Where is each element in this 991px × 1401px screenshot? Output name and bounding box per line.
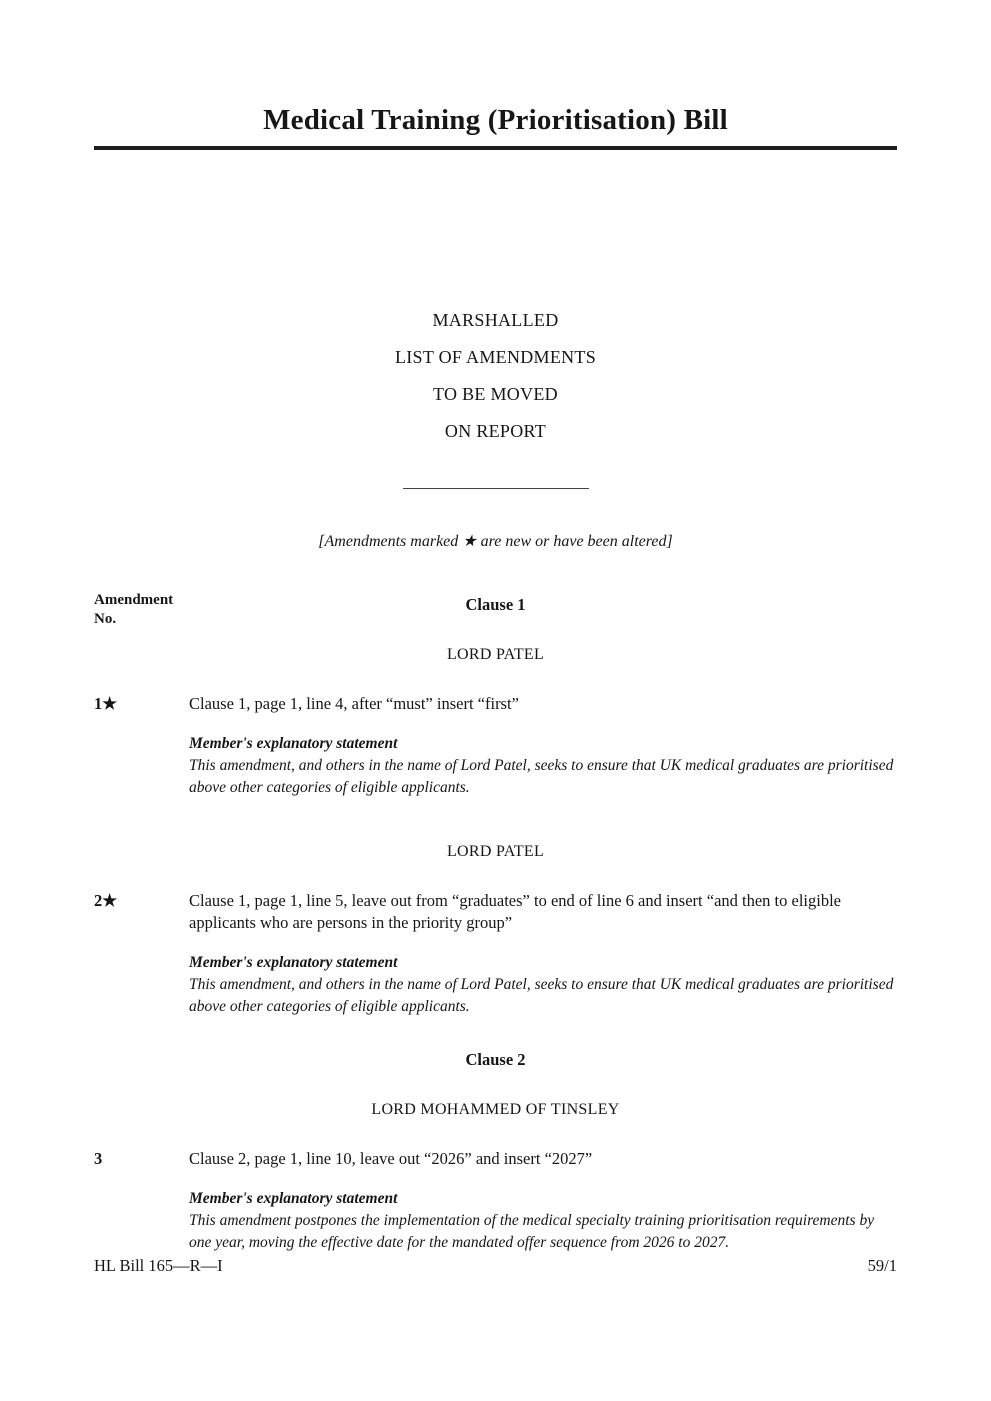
explanatory-statement: [189, 733, 897, 799]
page-footer: [94, 1256, 897, 1276]
header-line-on-report: ON REPORT: [444, 421, 547, 441]
header-block: [94, 302, 897, 450]
section-divider: [403, 488, 589, 489]
sponsor-name: LORD PATEL: [446, 646, 545, 663]
header-line-list-of-amendments: LIST OF AMENDMENTS: [394, 347, 597, 367]
explanatory-heading: Member's explanatory statement: [189, 954, 398, 971]
amendment-text: Clause 2, page 1, line 10, leave out “2026” and insert “2027”: [189, 1149, 593, 1168]
amendment-text: Clause 1, page 1, line 5, leave out from “graduates” to end of line 6 and insert “and then to eligible applicants who are persons in the priority group”: [189, 891, 841, 932]
footer-bill-number: HL Bill 165—R—I: [94, 1256, 223, 1275]
clause-heading: Clause 1: [465, 595, 526, 614]
header-line-to-be-moved: TO BE MOVED: [433, 384, 558, 404]
amendment-number: 1★: [94, 694, 118, 713]
explanatory-statement: [189, 1188, 897, 1254]
amendment-no-label: Amendment No.: [94, 592, 174, 627]
explanatory-heading: Member's explanatory statement: [189, 735, 398, 752]
sponsor-name: LORD PATEL: [446, 843, 545, 860]
clause-heading: Clause 2: [465, 1050, 526, 1069]
amendment-3: [94, 1148, 897, 1170]
amendments-note: [Amendments marked ★ are new or have been altered]: [318, 533, 673, 550]
explanatory-text: This amendment, and others in the name of Lord Patel, seeks to ensure that UK medical graduates are prioritised above other categories of eligible applicants.: [189, 757, 894, 796]
explanatory-text: This amendment, and others in the name of Lord Patel, seeks to ensure that UK medical graduates are prioritised above other categories of eligible applicants.: [189, 976, 894, 1015]
clause-1-heading-row: [94, 592, 897, 627]
sponsor-name: LORD MOHAMMED OF TINSLEY: [371, 1101, 620, 1118]
explanatory-statement: [189, 952, 897, 1018]
clause-2-heading-row: [94, 1050, 897, 1070]
page-content: [0, 104, 991, 1254]
explanatory-heading: Member's explanatory statement: [189, 1190, 398, 1207]
amendment-1: [94, 693, 897, 715]
amendment-text: Clause 1, page 1, line 4, after “must” insert “first”: [189, 694, 519, 713]
amendment-2: [94, 890, 897, 934]
amendment-number: 2★: [94, 891, 118, 910]
explanatory-text: This amendment postpones the implementation of the medical specialty training prioritisation requirements by one year, moving the effective date for the mandated offer sequence from 2026 to 2027.: [189, 1212, 875, 1251]
footer-page-number: 59/1: [867, 1256, 897, 1275]
amendment-number: 3: [94, 1149, 103, 1168]
document-title: Medical Training (Prioritisation) Bill: [263, 104, 728, 136]
header-line-marshalled: MARSHALLED: [432, 310, 559, 330]
title-double-rule: [94, 146, 897, 150]
